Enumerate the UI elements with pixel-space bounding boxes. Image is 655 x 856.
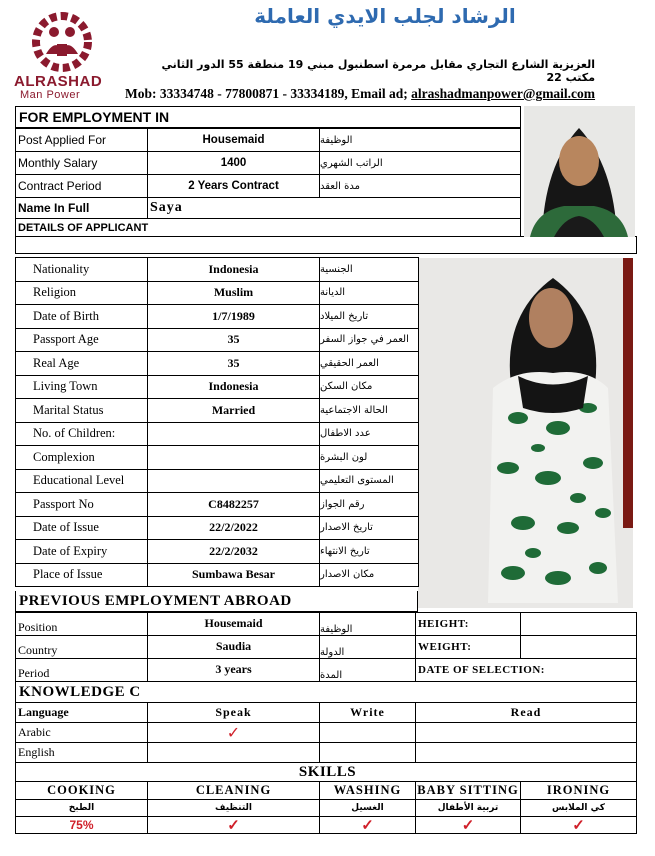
detail-label: Passport Age bbox=[15, 328, 148, 353]
detail-label: Date of Birth bbox=[15, 304, 148, 329]
employment-label-ar: مدة العقد bbox=[319, 174, 521, 198]
detail-label: Marital Status bbox=[15, 398, 148, 423]
previous-label: Country bbox=[15, 635, 148, 659]
previous-value: Saudia bbox=[147, 635, 320, 659]
previous-label-ar: الدولة bbox=[319, 635, 416, 659]
detail-label-ar: مكان السكن bbox=[319, 375, 419, 400]
read-header: Read bbox=[415, 702, 637, 723]
skill-name-ar: الغسيل bbox=[319, 799, 416, 817]
speak-check-icon: ✓ bbox=[147, 722, 320, 743]
email-link[interactable]: alrashadmanpower@gmail.com bbox=[411, 86, 596, 101]
section-skills-title: SKILLS bbox=[15, 762, 637, 782]
skill-name: CLEANING bbox=[147, 781, 320, 800]
skill-name: IRONING bbox=[520, 781, 637, 800]
employment-value: Housemaid bbox=[147, 128, 320, 152]
skill-level: 75% bbox=[15, 816, 148, 834]
previous-label: Period bbox=[15, 658, 148, 682]
section-employment-title: FOR EMPLOYMENT IN bbox=[15, 106, 521, 128]
detail-label: Educational Level bbox=[15, 469, 148, 494]
logo-subtitle: Man Power bbox=[20, 89, 81, 101]
physical-label: HEIGHT: bbox=[415, 612, 521, 636]
applicant-full-photo bbox=[418, 258, 633, 608]
section-knowledge-title: KNOWLEDGE C bbox=[15, 681, 637, 703]
detail-label: Real Age bbox=[15, 351, 148, 376]
detail-label: No. of Children: bbox=[15, 422, 148, 447]
name-label: Name In Full bbox=[15, 197, 148, 219]
employment-label: Monthly Salary bbox=[15, 151, 148, 175]
employment-value: 2 Years Contract bbox=[147, 174, 320, 198]
detail-label-ar: تاريخ الانتهاء bbox=[319, 539, 419, 564]
employment-label-ar: الوظيفة bbox=[319, 128, 521, 152]
previous-label: Position bbox=[15, 612, 148, 636]
detail-value: Married bbox=[147, 398, 320, 423]
skill-name-ar: كي الملابس bbox=[520, 799, 637, 817]
details-title: DETAILS OF APPLICANT bbox=[15, 218, 521, 237]
write-check-icon bbox=[319, 742, 416, 763]
employment-label-ar: الراتب الشهري bbox=[319, 151, 521, 175]
detail-label: Passport No bbox=[15, 492, 148, 517]
detail-label: Date of Issue bbox=[15, 516, 148, 541]
physical-label: DATE OF SELECTION: bbox=[415, 658, 637, 682]
read-check-icon bbox=[415, 742, 637, 763]
skill-check-icon: ✓ bbox=[415, 816, 521, 834]
detail-label-ar: الجنسية bbox=[319, 257, 419, 282]
skill-check-icon: ✓ bbox=[520, 816, 637, 834]
detail-label: Nationality bbox=[15, 257, 148, 282]
skill-name: COOKING bbox=[15, 781, 148, 800]
detail-value: Sumbawa Besar bbox=[147, 563, 320, 588]
detail-label-ar: عدد الاطفال bbox=[319, 422, 419, 447]
skill-check-icon: ✓ bbox=[147, 816, 320, 834]
detail-value: 35 bbox=[147, 328, 320, 353]
language-name: English bbox=[15, 742, 148, 763]
detail-label-ar: تاريخ الميلاد bbox=[319, 304, 419, 329]
section-previous-title: PREVIOUS EMPLOYMENT ABROAD bbox=[15, 591, 418, 612]
detail-value: Muslim bbox=[147, 281, 320, 306]
detail-label: Date of Expiry bbox=[15, 539, 148, 564]
language-name: Arabic bbox=[15, 722, 148, 743]
skill-name: BABY SITTING bbox=[415, 781, 521, 800]
write-check-icon bbox=[319, 722, 416, 743]
physical-label: WEIGHT: bbox=[415, 635, 521, 659]
name-value: Saya bbox=[147, 197, 521, 219]
spacer-row bbox=[15, 236, 637, 254]
previous-label-ar: المدة bbox=[319, 658, 416, 682]
read-check-icon bbox=[415, 722, 637, 743]
detail-label-ar: تاريخ الاصدار bbox=[319, 516, 419, 541]
detail-value bbox=[147, 445, 320, 470]
physical-value bbox=[520, 612, 637, 636]
employment-value: 1400 bbox=[147, 151, 320, 175]
detail-label-ar: المستوى التعليمي bbox=[319, 469, 419, 494]
detail-value: 1/7/1989 bbox=[147, 304, 320, 329]
speak-check-icon bbox=[147, 742, 320, 763]
detail-label: Complexion bbox=[15, 445, 148, 470]
skill-name-ar: التنظيف bbox=[147, 799, 320, 817]
contact-phones: Mob: 33334748 - 77800871 - 33334189, Email ad; bbox=[125, 86, 412, 101]
previous-label-ar: الوظيفة bbox=[319, 612, 416, 636]
detail-value: Indonesia bbox=[147, 257, 320, 282]
language-header: Language bbox=[15, 702, 148, 723]
detail-label-ar: العمر في جواز السفر bbox=[319, 328, 419, 353]
detail-value: Indonesia bbox=[147, 375, 320, 400]
write-header: Write bbox=[319, 702, 416, 723]
skill-check-icon: ✓ bbox=[319, 816, 416, 834]
detail-label-ar: رقم الجواز bbox=[319, 492, 419, 517]
company-address: العزيزية الشارع التجاري مقابل مرمرة اسطنبول مبني 19 منطقة 55 الدور الثاني مكتب 22 bbox=[161, 58, 595, 84]
detail-value: 22/2/2022 bbox=[147, 516, 320, 541]
skill-name-ar: تربية الأطفال bbox=[415, 799, 521, 817]
detail-label-ar: لون البشرة bbox=[319, 445, 419, 470]
skill-name: WASHING bbox=[319, 781, 416, 800]
previous-value: Housemaid bbox=[147, 612, 320, 636]
detail-value: C8482257 bbox=[147, 492, 320, 517]
detail-value: 35 bbox=[147, 351, 320, 376]
employment-label: Contract Period bbox=[15, 174, 148, 198]
detail-value bbox=[147, 469, 320, 494]
detail-label: Religion bbox=[15, 281, 148, 306]
contact-line bbox=[125, 86, 637, 102]
employment-label: Post Applied For bbox=[15, 128, 148, 152]
detail-value: 22/2/2032 bbox=[147, 539, 320, 564]
physical-value bbox=[520, 635, 637, 659]
skill-name-ar: الطبخ bbox=[15, 799, 148, 817]
detail-value bbox=[147, 422, 320, 447]
detail-label-ar: الديانة bbox=[319, 281, 419, 306]
applicant-headshot bbox=[524, 106, 635, 237]
logo-gear-icon bbox=[10, 10, 110, 76]
detail-label-ar: الحالة الاجتماعية bbox=[319, 398, 419, 423]
speak-header: Speak bbox=[147, 702, 320, 723]
detail-label: Place of Issue bbox=[15, 563, 148, 588]
detail-label-ar: مكان الاصدار bbox=[319, 563, 419, 588]
company-title: الرشاد لجلب الايدي العاملة bbox=[254, 4, 516, 28]
previous-value: 3 years bbox=[147, 658, 320, 682]
logo-wordmark: ALRASHAD bbox=[14, 73, 103, 90]
detail-label: Living Town bbox=[15, 375, 148, 400]
detail-label-ar: العمر الحقيقي bbox=[319, 351, 419, 376]
